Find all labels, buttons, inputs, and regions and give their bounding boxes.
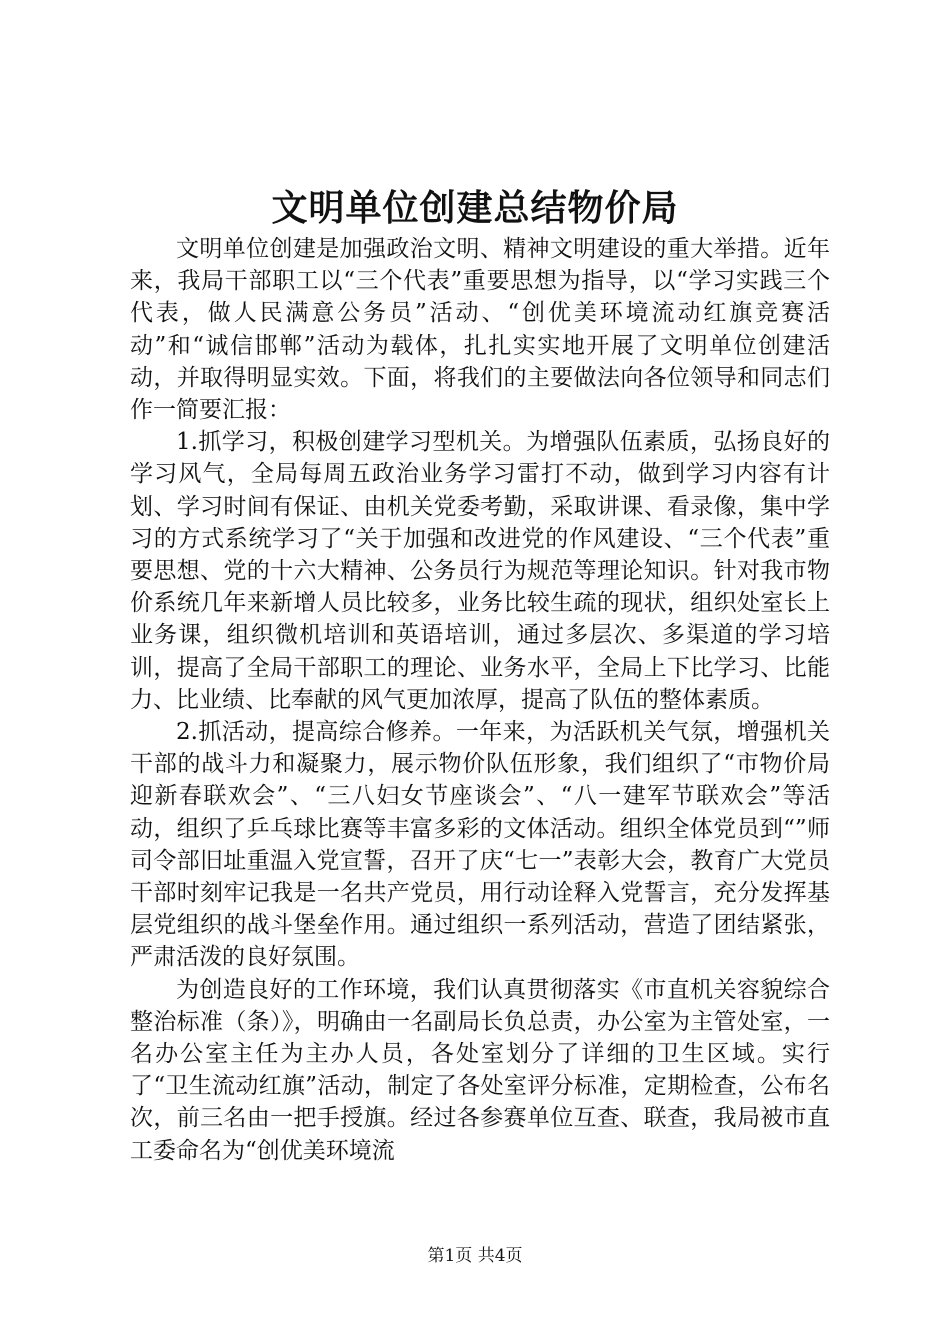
paragraph-environment: 为创造良好的工作环境，我们认真贯彻落实《市直机关容貌综合整治标准（条）》，明确由一名副局长负总责，办公室为主管处室，一名办公室主任为主办人员，各处室划分了详细的卫生区域。实行了“卫生流动红旗”活动，制定了各处室评分标准，定期检查，公布名次，前三名由一把手授旗。经过各参赛单位互查、联查，我局被市直工委命名为“创优美环境流 [130, 976, 830, 1164]
page-number-footer: 第1页 共4页 [427, 1246, 523, 1266]
paragraph-intro: 文明单位创建是加强政治文明、精神文明建设的重大举措。近年来，我局干部职工以“三个代表”重要思想为指导，以“学习实践三个代表，做人民满意公务员”活动、“创优美环境流动红旗竞赛活动”和“诚信邯郸”活动为载体，扎扎实实地开展了文明单位创建活动，并取得明显实效。下面，将我们的主要做法向各位领导和同志们作一简要汇报： [130, 236, 830, 424]
document-title: 文明单位创建总结物价局 [271, 187, 679, 229]
paragraph-study: 1.抓学习，积极创建学习型机关。为增强队伍素质，弘扬良好的学习风气，全局每周五政治业务学习雷打不动，做到学习内容有计划、学习时间有保证、由机关党委考勤，采取讲课、看录像，集中学习的方式系统学习了“关于加强和改进党的作风建设、“三个代表”重要思想、党的十六大精神、公务员行为规范等理论知识。针对我市物价系统几年来新增人员比较多，业务比较生疏的现状，组织处室长上业务课，组织微机培训和英语培训，通过多层次、多渠道的学习培训，提高了全局干部职工的理论、业务水平，全局上下比学习、比能力、比业绩、比奉献的风气更加浓厚，提高了队伍的整体素质。 [130, 429, 830, 713]
document-body [130, 233, 830, 1167]
paragraph-activities: 2.抓活动，提高综合修养。一年来，为活跃机关气氛，增强机关干部的战斗力和凝聚力，展示物价队伍形象，我们组织了“市物价局迎新春联欢会”、“三八妇女节座谈会”、“八一建军节联欢会”等活动，组织了乒乓球比赛等丰富多彩的文体活动。组织全体党员到“”师司令部旧址重温入党宣誓，召开了庆“七一”表彰大会，教育广大党员干部时刻牢记我是一名共产党员，用行动诠释入党誓言，充分发挥基层党组织的战斗堡垒作用。通过组织一系列活动，营造了团结紧张，严肃活泼的良好氛围。 [130, 719, 830, 971]
